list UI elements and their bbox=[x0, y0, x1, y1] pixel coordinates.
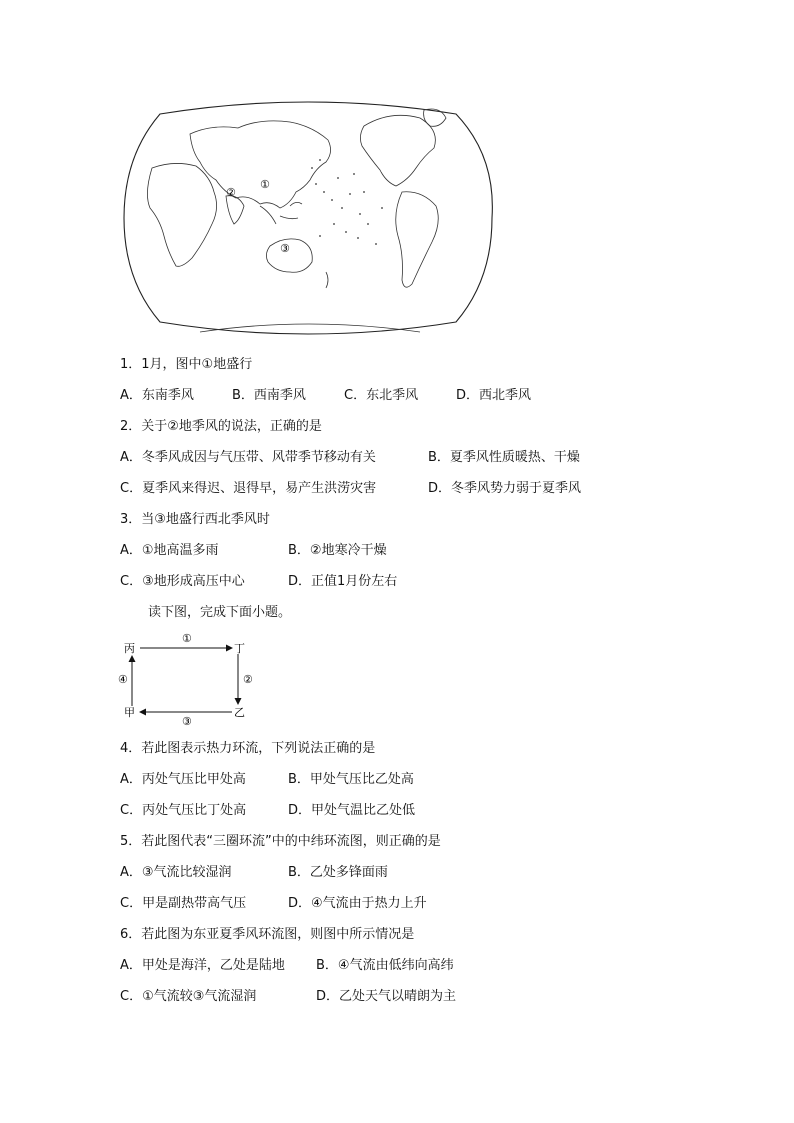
q1-option-a[interactable]: A．东南季风 bbox=[120, 388, 194, 403]
pacific-islands bbox=[311, 159, 383, 245]
new-zealand-outline bbox=[326, 272, 328, 288]
arrow-label-1: ① bbox=[182, 632, 192, 645]
q6-option-d[interactable]: D．乙处天气以晴朗为主 bbox=[316, 989, 457, 1004]
intro-text: 读下图，完成下面小题。 bbox=[148, 605, 292, 620]
q5-option-b[interactable]: B．乙处多锋面雨 bbox=[288, 865, 388, 880]
question-1-stem: 1．1月，图中①地盛行 bbox=[120, 357, 253, 372]
q2-option-a[interactable]: A．冬季风成因与气压带、风带季节移动有关 bbox=[120, 450, 376, 465]
q4-option-c[interactable]: C．丙处气压比丁处高 bbox=[120, 803, 247, 818]
world-map-svg bbox=[120, 96, 496, 340]
circulation-diagram-svg bbox=[118, 628, 258, 728]
q1-option-d[interactable]: D．西北季风 bbox=[456, 388, 532, 403]
q6-option-c[interactable]: C．①气流较③气流湿润 bbox=[120, 989, 257, 1004]
q5-option-c[interactable]: C．甲是副热带高气压 bbox=[120, 896, 247, 911]
q3-option-c[interactable]: C．③地形成高压中心 bbox=[120, 574, 245, 589]
marker-2: ② bbox=[226, 186, 236, 199]
question-2-stem: 2．关于②地季风的说法，正确的是 bbox=[120, 419, 322, 434]
q4-option-a[interactable]: A．丙处气压比甲处高 bbox=[120, 772, 246, 787]
question-6-stem: 6．若此图为东亚夏季风环流图，则图中所示情况是 bbox=[120, 927, 415, 942]
q2-option-b[interactable]: B．夏季风性质暖热、干燥 bbox=[428, 450, 580, 465]
q3-option-b[interactable]: B．②地寒冷干燥 bbox=[288, 543, 387, 558]
q6-option-b[interactable]: B．④气流由低纬向高纬 bbox=[316, 958, 454, 973]
arrow-label-3: ③ bbox=[182, 715, 192, 728]
india-outline bbox=[226, 196, 244, 224]
q2-option-c[interactable]: C．夏季风来得迟、退得早，易产生洪涝灾害 bbox=[120, 481, 377, 496]
corner-jia: 甲 bbox=[124, 706, 135, 719]
q3-option-d[interactable]: D．正值1月份左右 bbox=[288, 574, 398, 589]
q5-option-d[interactable]: D．④气流由于热力上升 bbox=[288, 896, 427, 911]
q1-option-b[interactable]: B．西南季风 bbox=[232, 388, 306, 403]
arrow-label-4: ④ bbox=[118, 673, 128, 686]
corner-ding: 丁 bbox=[234, 642, 245, 655]
q1-option-c[interactable]: C．东北季风 bbox=[344, 388, 419, 403]
q2-option-d[interactable]: D．冬季风势力弱于夏季风 bbox=[428, 481, 582, 496]
q5-option-a[interactable]: A．③气流比较湿润 bbox=[120, 865, 232, 880]
q3-option-a[interactable]: A．①地高温多雨 bbox=[120, 543, 219, 558]
question-5-stem: 5．若此图代表“三圈环流”中的中纬环流图，则正确的是 bbox=[120, 834, 441, 849]
circulation-diagram bbox=[118, 628, 258, 728]
marker-3: ③ bbox=[280, 242, 290, 255]
arrow-label-2: ② bbox=[243, 673, 253, 686]
q4-option-d[interactable]: D．甲处气温比乙处低 bbox=[288, 803, 416, 818]
corner-yi: 乙 bbox=[234, 706, 245, 719]
world-map bbox=[120, 96, 496, 340]
se-asia-outline bbox=[260, 202, 302, 224]
q4-option-b[interactable]: B．甲处气压比乙处高 bbox=[288, 772, 414, 787]
africa-outline bbox=[147, 163, 216, 266]
question-3-stem: 3．当③地盛行西北季风时 bbox=[120, 512, 270, 527]
north-america-outline bbox=[360, 115, 435, 186]
eurasia-outline bbox=[190, 121, 331, 208]
map-frame bbox=[124, 102, 492, 334]
question-4-stem: 4．若此图表示热力环流，下列说法正确的是 bbox=[120, 741, 376, 756]
q6-option-a[interactable]: A．甲处是海洋，乙处是陆地 bbox=[120, 958, 285, 973]
marker-1: ① bbox=[260, 178, 270, 191]
south-america-outline bbox=[396, 192, 439, 287]
corner-bing: 丙 bbox=[124, 642, 135, 655]
